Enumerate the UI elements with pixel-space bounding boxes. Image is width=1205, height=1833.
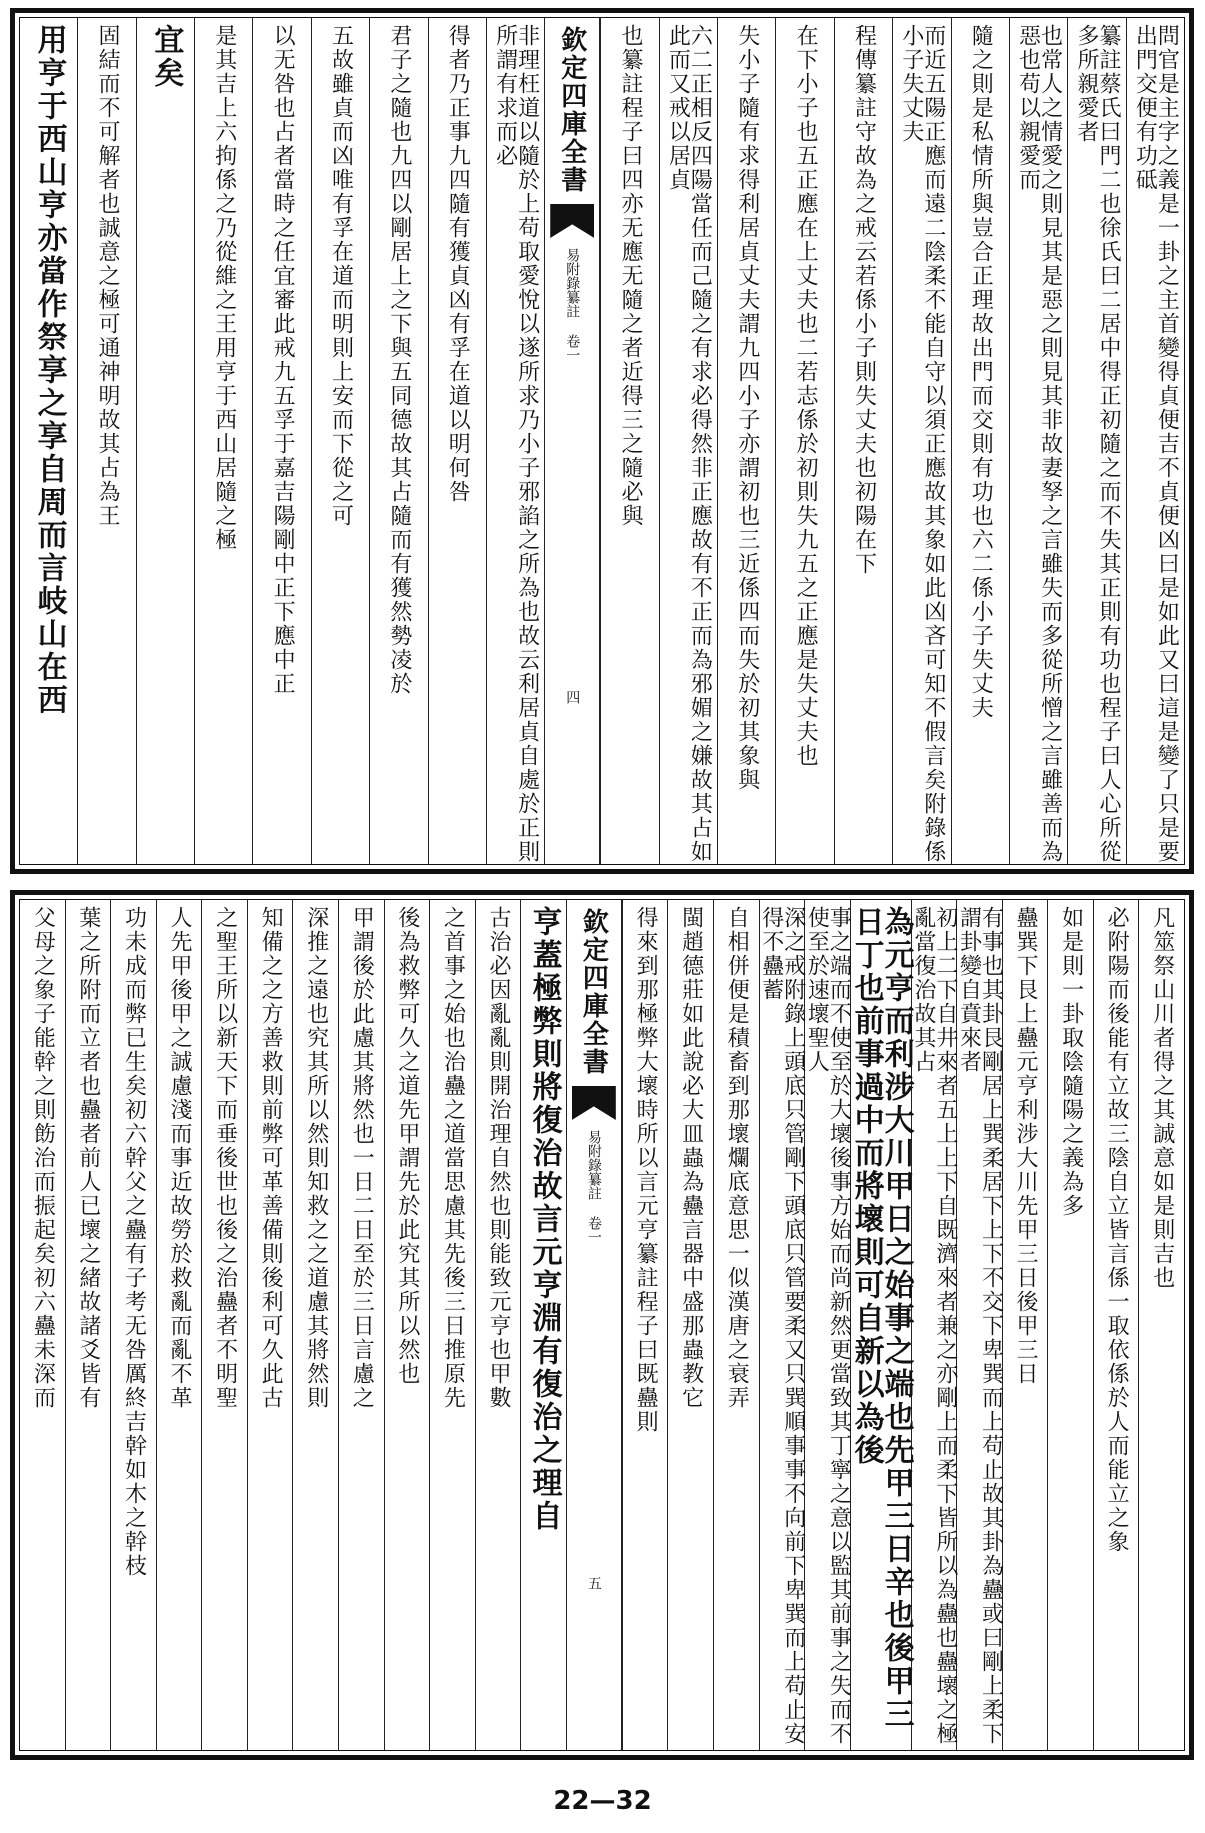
column-text: 如是則一卦取陰隨陽之義為多 [1058,906,1084,1218]
column-text: 之聖王所以新天下而垂後世也後之治蠱者不明聖 [212,906,238,1410]
column-text: 亨蓋極弊則將復治故言元亨淵有復治之理自 [526,906,562,1533]
fishtail-mark [572,1086,616,1120]
column-text: 深推之遠也究其所以然則知救之之道慮其將然則 [303,906,329,1410]
column-text: 問官是主字之義是一卦之主首變得貞便吉不貞便凶曰是如此又曰這是變了只是要出門交便有功砥 [1132,24,1180,864]
text-column [20,18,77,864]
text-columns [20,18,1184,864]
text-column [834,18,892,864]
library-title: 欽定四庫全書 [578,908,609,1076]
text-column [201,900,247,1750]
leaf-number: 四 [564,690,581,704]
column-text: 蠱巽下艮上蠱元亨利涉大川先甲三日後甲三日 [1013,906,1039,1386]
column-text: 為元亨而利涉大川甲日之始事之端也先甲三日辛也後甲三日丁也前事過中而將壞則可自新以為後 [848,906,914,1731]
column-text: 人先甲後甲之誠慮淺而事近故勞於救亂而亂不革 [167,906,193,1410]
column-text: 失小子隨有求得利居貞丈夫謂九四小子亦謂初也三近係四而失於初其象與 [734,24,760,792]
text-column [951,18,1009,864]
column-text: 自相併便是積畜到那壞爛底意思一似漢唐之衰弄 [724,906,750,1410]
text-column [194,18,252,864]
column-text: 纂註蔡氏曰門二也徐氏曰二居中得正初隨之而不失其正則有功也程子曰人心所從多所親愛者 [1073,24,1121,864]
column-text: 用亨于西山亨亦當作祭享之享自周而言岐山在西 [31,24,67,717]
page-top [10,8,1194,874]
library-title: 欽定四庫全書 [556,26,587,194]
text-column [292,900,338,1750]
text-column [1047,900,1093,1750]
column-text: 必附陽而後能有立故三陰自立皆言係一取依係於人而能立之象 [1104,906,1130,1554]
column-text: 凡筮祭山川者得之其誠意如是則吉也 [1149,906,1175,1290]
column-text: 之首事之始也治蠱之道當思慮其先後三日推原先 [440,906,466,1410]
column-text: 在下小子也五正應在上丈夫也二若志係於初則失九五之正應是失丈夫也 [793,24,819,768]
column-text: 固結而不可解者也誠意之極可通神明故其占為王 [94,24,120,528]
text-column [911,900,957,1750]
text-column [486,18,544,864]
text-column [65,900,111,1750]
text-column [1138,900,1184,1750]
text-column [428,18,486,864]
text-column [384,900,430,1750]
text-column [1093,900,1139,1750]
column-text: 閩趙德莊如此說必大皿蟲為蠱言器中盛那蟲教它 [678,906,704,1410]
column-text: 深之戒附錄上頭底只管剛下頭底只管要柔又只巽順事事不向前下卑巽而上苟止安得不蠱蓄 [758,906,806,1746]
fold-column [566,900,622,1750]
text-column [136,18,194,864]
text-column [775,18,833,864]
fishtail-mark [550,204,594,238]
column-text: 得來到那極弊大壞時所以言元亨纂註程子曰既蠱則 [633,906,659,1434]
text-column [667,900,713,1750]
text-column [848,900,914,1750]
page-number-footer: 22—32 [553,1786,652,1816]
column-text: 葉之所附而立者也蠱者前人已壞之緒故諸爻皆有 [75,906,101,1410]
fold-column [544,18,600,864]
column-text: 六二正相反四陽當任而己隨之有求必得然非正應故有不正而為邪媚之嫌故其占如此而又戒以居貞 [665,24,713,864]
text-column [713,900,759,1750]
text-column [252,18,310,864]
text-column [110,900,156,1750]
text-column [156,900,202,1750]
page-frame [19,17,1185,865]
column-text: 古治必因亂亂則開治理自然也則能致元亨也甲數 [485,906,511,1410]
column-text: 事之端而不使至於大壞後事方始而尚新然更當致其丁寧之意以監其前事之失而不使至於速壞聖人 [804,906,852,1746]
text-columns [20,900,1184,1750]
page-bottom [10,890,1194,1760]
text-column [369,18,427,864]
volume-label: 易附錄纂註 卷一 [564,248,581,362]
column-text: 而近五陽正應而遠二陰柔不能自守以須正應故其象如此凶吝可知不假言矣附錄係小子失丈夫 [898,24,946,864]
column-text: 初上二下自井來者五上上下自既濟來者兼之亦剛上而柔下皆所以為蠱也蠱壞之極亂當復治故其占 [910,906,958,1746]
column-text: 父母之象子能幹之則飭治而振起矣初六蠱未深而 [30,906,56,1410]
text-column [600,18,658,864]
column-text: 也常人之情愛之則見其是惡之則見其非故妻孥之言雖失而多從所憎之言雖善而為惡也苟以親愛而 [1015,24,1063,864]
text-column [717,18,775,864]
text-column [429,900,475,1750]
text-column [247,900,293,1750]
text-column [77,18,135,864]
text-column [1009,18,1067,864]
column-text: 五故雖貞而凶唯有孚在道而明則上安而下從之可 [328,24,354,528]
column-text: 宜矣 [148,24,184,90]
leaf-number: 五 [585,1576,602,1590]
text-column [804,900,850,1750]
text-column [475,900,521,1750]
column-text: 得者乃正事九四隨有獲貞凶有孚在道以明何咎 [445,24,471,504]
column-text: 甲謂後於此慮其將然也一日二日至於三日言慮之 [349,906,375,1410]
page-frame [19,899,1185,1751]
text-column [20,900,65,1750]
column-text: 隨之則是私情所與豈合正理故出門而交則有功也六二係小子失丈夫 [968,24,994,720]
column-text: 知備之之方善救則前弊可革善備則後利可久此古 [258,906,284,1410]
column-text: 是其吉上六拘係之乃從維之王用亨于西山居隨之極 [211,24,237,552]
text-column [622,900,668,1750]
column-text: 非理枉道以隨於上苟取愛悅以遂所求乃小子邪諂之所為也故云利居貞自處於正則所謂有求而必 [492,24,540,864]
column-text: 後為救弊可久之道先甲謂先於此究其所以然也 [394,906,420,1386]
text-column [892,18,950,864]
text-column [1067,18,1125,864]
column-text: 以无咎也占者當時之任宜審此戒九五孚于嘉吉陽剛中正下應中正 [270,24,296,696]
text-column [1126,18,1184,864]
column-text: 程傳纂註守故為之戒云若係小子則失丈夫也初陽在下 [851,24,877,576]
volume-label: 易附錄纂註 卷一 [585,1130,602,1244]
column-text: 有事也其卦艮剛居上巽柔居下上下不交下卑巽而上苟止故其卦為蠱或曰剛上柔下謂卦變自賁來者 [956,906,1004,1746]
text-column [759,900,805,1750]
text-column [1002,900,1048,1750]
column-text: 君子之隨也九四以剛居上之下與五同德故其占隨而有獲然勢凌於 [386,24,412,696]
text-column [520,900,566,1750]
text-column [338,900,384,1750]
text-column [311,18,369,864]
column-text: 也纂註程子曰四亦无應无隨之者近得三之隨必與 [617,24,643,528]
text-column [659,18,717,864]
column-text: 功未成而弊已生矣初六幹父之蠱有子考无咎厲終吉幹如木之幹枝 [121,906,147,1578]
text-column [956,900,1002,1750]
